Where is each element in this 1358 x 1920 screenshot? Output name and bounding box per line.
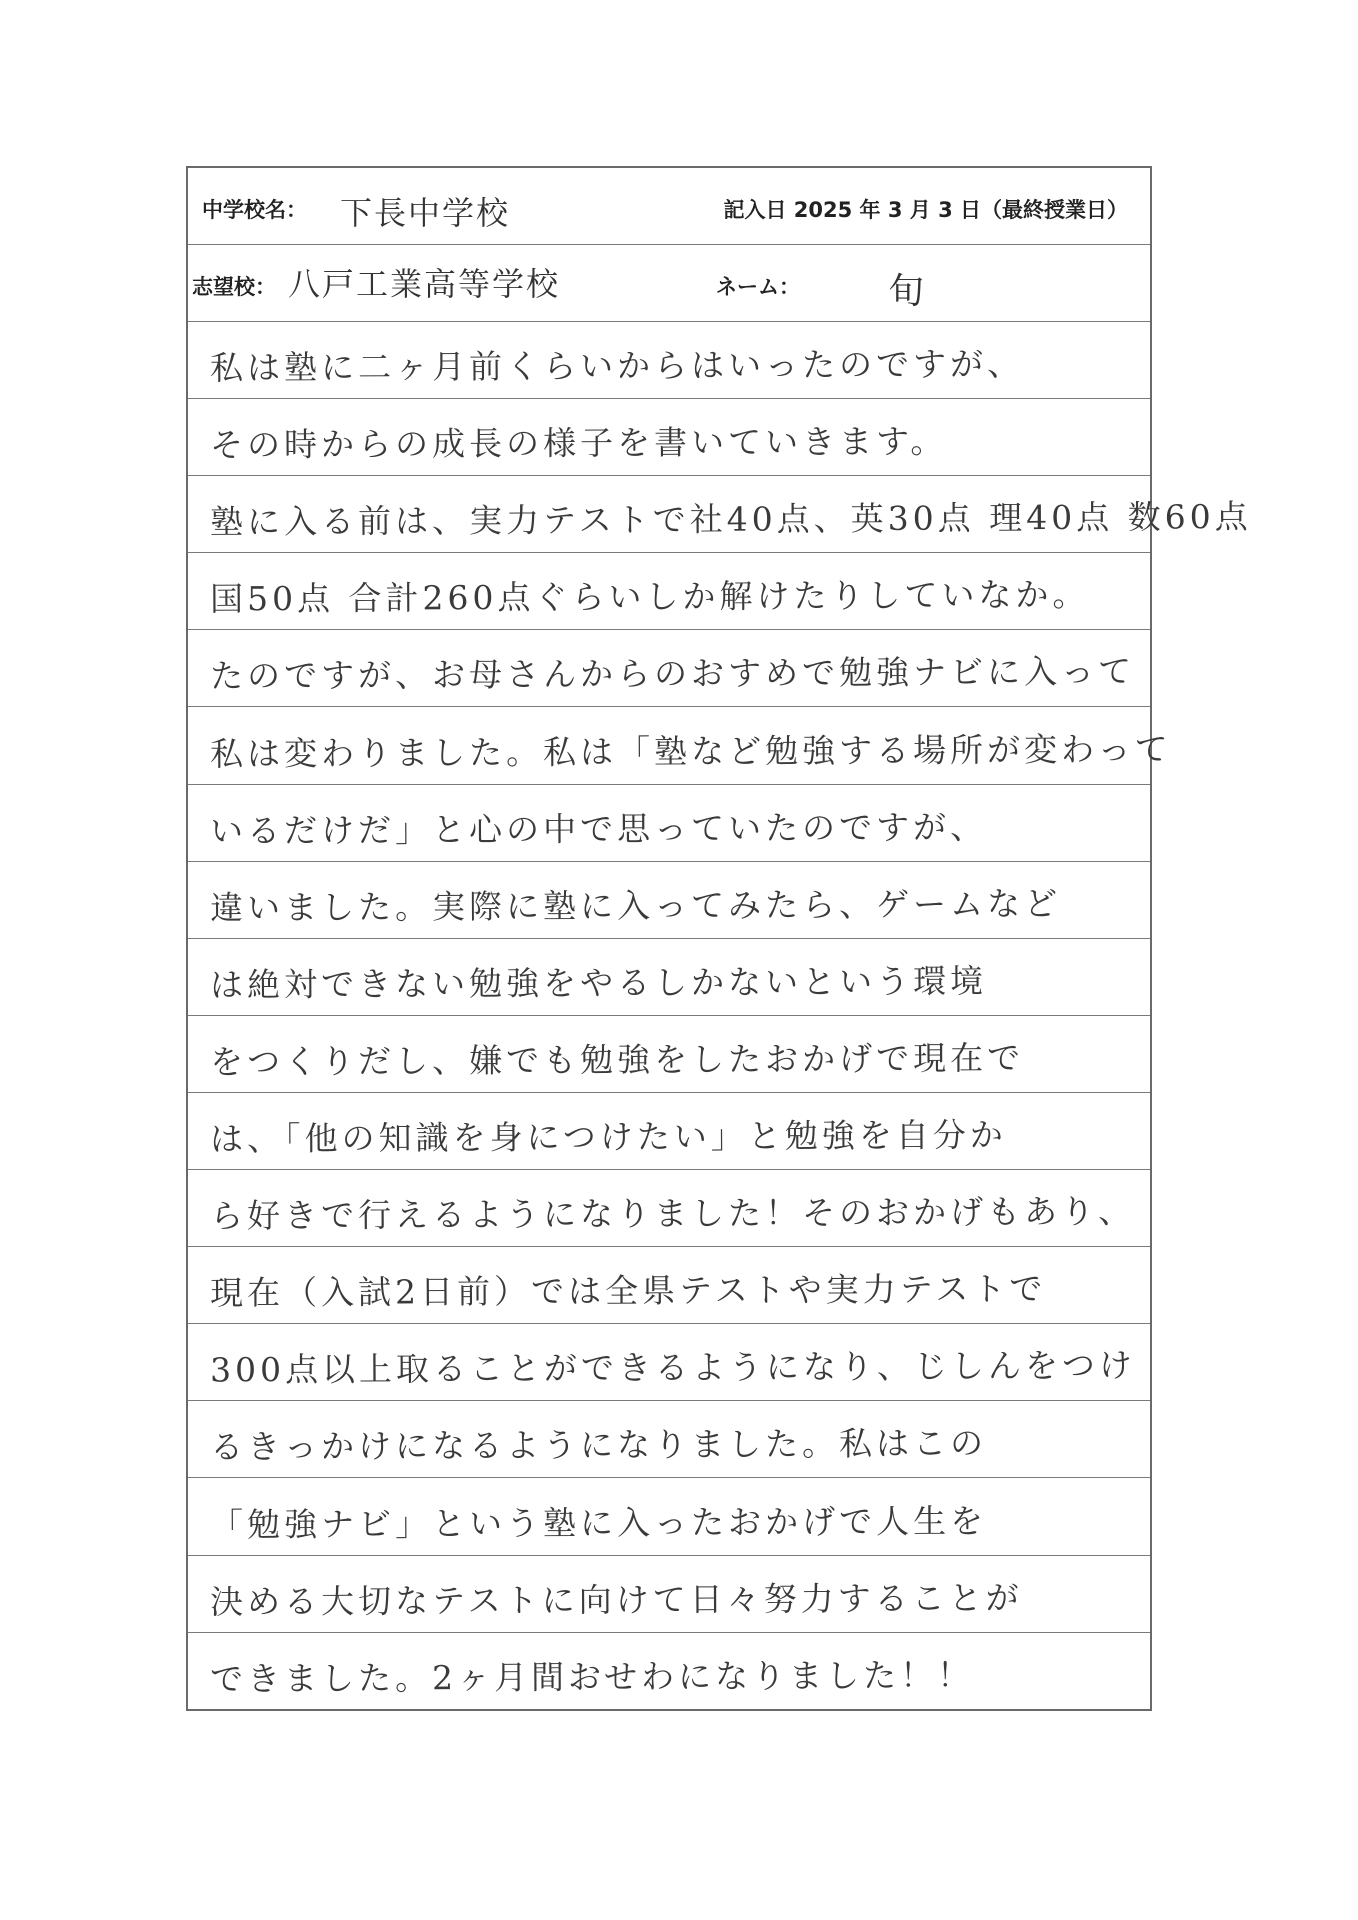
essay-line-text: 塾に入る前は、実力テストで社40点、英30点 理40点 数60点 (209, 497, 1252, 542)
essay-line-text: いるだけだ」と心の中で思っていたのですが、 (209, 806, 988, 851)
essay-line-text: 「勉強ナビ」という塾に入ったおかげで人生を (209, 1500, 988, 1544)
essay-line-text: 国50点 合計260点ぐらいしか解けたりしていなか。 (209, 575, 1090, 619)
essay-line-row (188, 1247, 1150, 1324)
entry-date: 記入日 2025 年 3 月 3 日（最終授業日） (723, 198, 1128, 222)
school-row (188, 168, 1150, 245)
essay-line-row (188, 1093, 1150, 1170)
essay-line-text: るきっかけになるようになりました。私はこの (209, 1423, 988, 1467)
essay-line-text: は、「他の知識を身につけたい」と勉強を自分か (209, 1115, 1007, 1159)
essay-line-text: 私は変わりました。私は「塾など勉強する場所が変わって (209, 728, 1172, 773)
essay-line-text: をつくりだし、嫌でも勉強をしたおかげで現在で (209, 1038, 1025, 1082)
essay-line-row (188, 785, 1150, 862)
essay-line-row (188, 862, 1150, 939)
essay-line-text: ら好きで行えるようになりました！そのおかげもあり、 (209, 1191, 1136, 1236)
essay-line-row (188, 708, 1172, 785)
essay-line-text: 違いました。実際に塾に入ってみたら、ゲームなど (209, 883, 1062, 928)
target-school-label: 志望校： (192, 275, 276, 299)
essay-line-text: 決める大切なテストに向けて日々努力することが (209, 1577, 1023, 1622)
essay-line-row (188, 476, 1252, 553)
name-handwritten: 旬 (888, 271, 927, 312)
name-label: ネーム： (716, 275, 800, 299)
essay-line-text: たのですが、お母さんからのおすめで勉強ナビに入って (209, 651, 1136, 696)
essay-line-row (188, 1479, 1150, 1556)
essay-line-row (188, 1401, 1150, 1478)
essay-line-text: その時からの成長の様子を書いていきます。 (209, 421, 948, 465)
target-row (188, 245, 1150, 322)
essay-line-row (188, 1324, 1150, 1401)
essay-line-row (188, 939, 1150, 1016)
essay-line-row (188, 630, 1150, 707)
essay-line-text: 300点以上取ることができるようになり、じしんをつけ (209, 1345, 1137, 1390)
essay-line-row (188, 1170, 1150, 1247)
school-name-handwritten: 下長中学校 (340, 194, 511, 232)
essay-line-text: できました。2ヶ月間おせわになりました！！ (209, 1655, 975, 1699)
essay-line-text: 私は塾に二ヶ月前くらいからはいったのですが、 (209, 344, 1025, 388)
essay-line-text: は絶対できない勉強をやるしかないという環境 (209, 961, 988, 1005)
essay-line-row (188, 1016, 1150, 1093)
essay-line-row (188, 399, 1150, 476)
essay-line-row (188, 553, 1150, 630)
essay-line-row (188, 1556, 1150, 1633)
school-label: 中学校名： (202, 198, 307, 222)
essay-line-row (188, 322, 1150, 399)
target-school-handwritten: 八戸工業高等学校 (288, 265, 561, 303)
survey-sheet (186, 166, 1252, 1711)
essay-line-row (188, 1633, 1150, 1710)
essay-line-text: 現在（入試2日前）では全県テストや実力テストで (209, 1269, 1047, 1313)
